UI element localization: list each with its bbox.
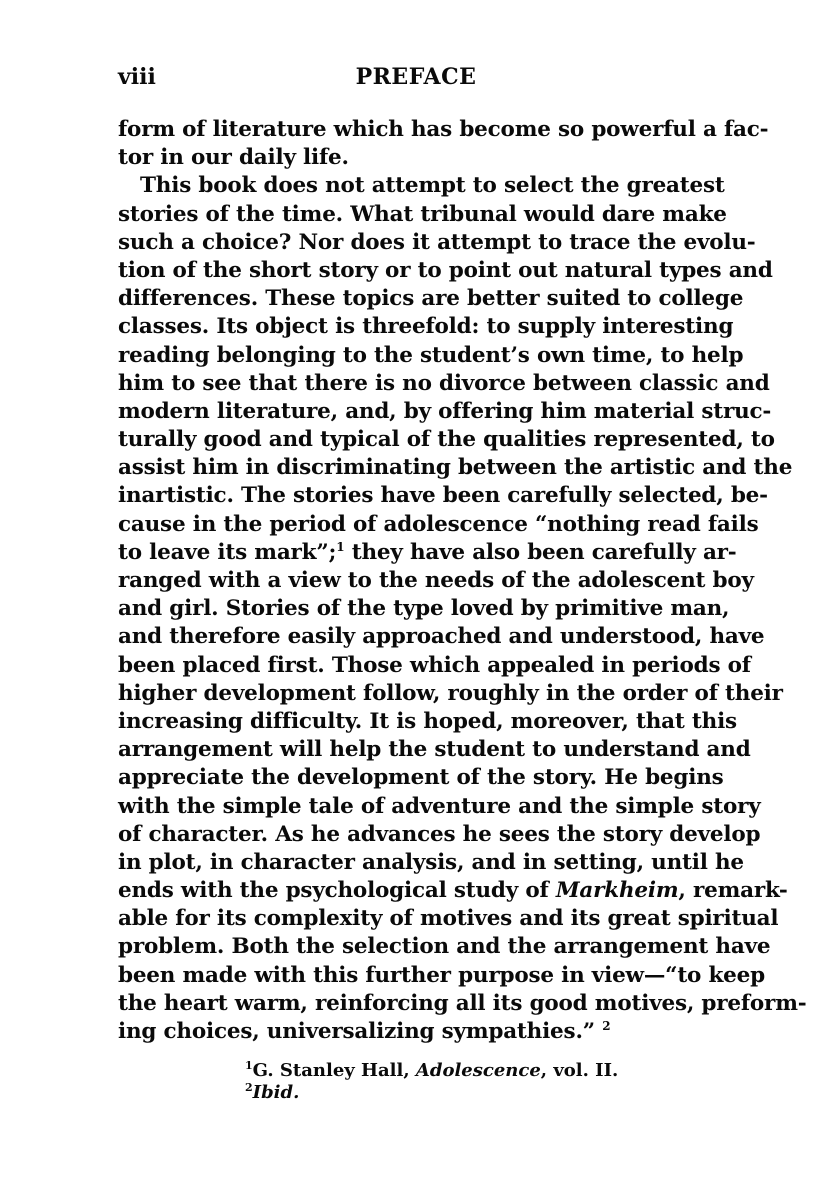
text-line: and girl. Stories of the type loved by primitive man, bbox=[118, 596, 730, 622]
text-line: able for its complexity of motives and its great spiritual bbox=[118, 906, 779, 932]
text-line-with-footnote-ref bbox=[118, 539, 737, 567]
text-line: differences. These topics are better suited to college bbox=[118, 286, 744, 312]
footnote-mark: 1 bbox=[245, 1059, 253, 1072]
line-text: ing choices, universalizing sympathies.” bbox=[118, 1019, 595, 1044]
footnote-text: Ibid. bbox=[252, 1082, 300, 1103]
text-line-with-title bbox=[118, 877, 788, 905]
text-line: him to see that there is no divorce between classic and bbox=[118, 370, 770, 396]
running-head: PREFACE bbox=[355, 64, 477, 90]
text-line: arrangement will help the student to understand and bbox=[118, 737, 751, 763]
text-line: assist him in discriminating between the artistic and the bbox=[118, 455, 793, 481]
text-line: inartistic. The stories have been carefully selected, be- bbox=[118, 483, 768, 509]
line-end-text: , remark- bbox=[678, 878, 788, 904]
text-line: appreciate the development of the story. He begins bbox=[118, 765, 724, 791]
text-line: modern literature, and, by offering him material struc- bbox=[118, 398, 772, 424]
text-line: with the simple tale of adventure and the simple story bbox=[118, 793, 761, 819]
line-start-text: to leave its mark”; bbox=[118, 539, 337, 565]
page-number: viii bbox=[118, 64, 156, 90]
text-line: tion of the short story or to point out natural types and bbox=[118, 257, 773, 283]
text-line: higher development follow, roughly in the order of their bbox=[118, 680, 783, 706]
text-line: increasing difficulty. It is hoped, moreover, that this bbox=[118, 708, 737, 734]
text-line: problem. Both the selection and the arrangement have bbox=[118, 934, 771, 960]
line-start-text: ends with the psychological study of bbox=[118, 878, 556, 904]
line-end-text: they have also been carefully ar- bbox=[351, 539, 737, 565]
text-line: classes. Its object is threefold: to supply interesting bbox=[118, 314, 734, 340]
footnote-book-title: Adolescence bbox=[415, 1060, 541, 1081]
text-line: stories of the time. What tribunal would dare make bbox=[118, 201, 727, 227]
text-line: form of literature which has become so powerful a fac- bbox=[118, 117, 769, 142]
footnote-text: G. Stanley Hall, bbox=[252, 1060, 416, 1081]
footnotes bbox=[245, 1060, 665, 1104]
text-line: reading belonging to the student’s own time, to help bbox=[118, 342, 744, 368]
footnote-ref-2: 2 bbox=[602, 1018, 611, 1033]
footnote-ref-1: 1 bbox=[336, 539, 345, 554]
text-line: This book does not attempt to select the greatest bbox=[140, 173, 725, 199]
footnote-2 bbox=[245, 1082, 665, 1104]
text-line: cause in the period of adolescence “nothing read fails bbox=[118, 511, 759, 537]
text-line: been placed first. Those which appealed in periods of bbox=[118, 652, 751, 678]
text-line-with-footnote-ref bbox=[118, 1018, 714, 1046]
footnote-1 bbox=[245, 1060, 665, 1082]
text-line: in plot, in character analysis, and in setting, until he bbox=[118, 849, 744, 875]
text-line: turally good and typical of the qualities represented, to bbox=[118, 427, 775, 453]
page-header bbox=[118, 64, 714, 96]
page-body bbox=[118, 116, 807, 1046]
text-line: tor in our daily life. bbox=[118, 145, 349, 171]
story-title: Markheim bbox=[555, 878, 679, 904]
text-line: been made with this further purpose in view—“to keep bbox=[118, 962, 765, 988]
text-line: the heart warm, reinforcing all its good motives, preform- bbox=[118, 990, 807, 1016]
text-line: such a choice? Nor does it attempt to trace the evolu- bbox=[118, 229, 756, 255]
footnote-text-end: , vol. II. bbox=[540, 1060, 619, 1081]
text-line: and therefore easily approached and understood, have bbox=[118, 624, 765, 650]
text-line: of character. As he advances he sees the story develop bbox=[118, 821, 761, 847]
footnote-mark: 2 bbox=[245, 1081, 253, 1094]
text-line: ranged with a view to the needs of the adolescent boy bbox=[118, 568, 754, 593]
